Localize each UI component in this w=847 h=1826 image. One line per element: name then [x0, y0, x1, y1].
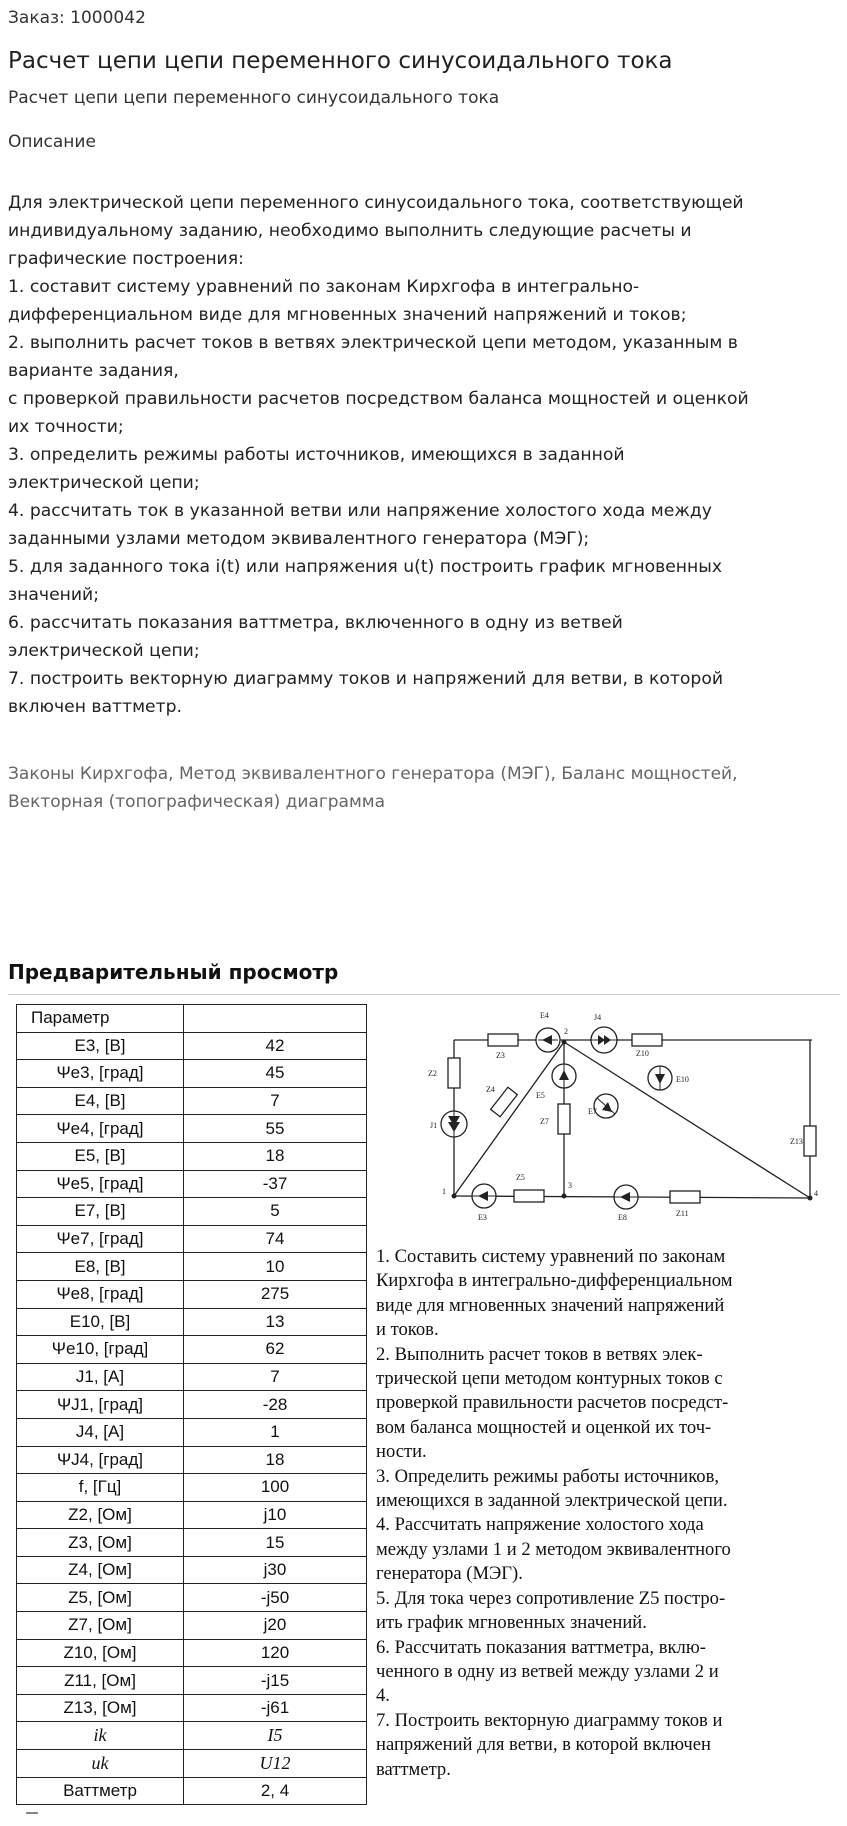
task-line: проверкой правильности расчетов посредст- [376, 1392, 729, 1414]
z13-resistor [804, 1126, 816, 1156]
param-name-cell: Z13, [Ом] [17, 1694, 184, 1722]
header-value [184, 1005, 367, 1033]
param-name-cell: Ваттметр [17, 1777, 184, 1805]
task-line: и токов. [376, 1319, 439, 1341]
param-value-cell: 10 [184, 1253, 367, 1281]
table-row [17, 1639, 367, 1667]
task-line: трической цепи методом контурных токов с [376, 1368, 723, 1390]
table-row [17, 1363, 367, 1391]
label-z3: Z3 [496, 1051, 505, 1060]
description-line: электрической цепи; [8, 641, 200, 661]
param-name-cell: Z5, [Ом] [17, 1584, 184, 1612]
task-line: Кирхгофа в интегрально-дифференциальном [376, 1270, 733, 1292]
z3-resistor [488, 1034, 518, 1046]
param-value-cell: j20 [184, 1612, 367, 1640]
table-row [17, 1667, 367, 1695]
task-line: между узлами 1 и 2 методом эквивалентного [376, 1538, 731, 1560]
description-line: Для электрической цепи переменного синусоидального тока, соответствующей [8, 193, 744, 213]
table-row [17, 1253, 367, 1281]
param-name-cell: f, [Гц] [17, 1474, 184, 1502]
table-row [17, 1198, 367, 1226]
table-row [17, 1418, 367, 1446]
scan-mark [26, 1812, 38, 1814]
param-name-cell: J4, [А] [17, 1418, 184, 1446]
param-value-cell: 74 [184, 1225, 367, 1253]
page-subtitle: Расчет цепи цепи переменного синусоидального тока [8, 88, 500, 108]
param-value-cell: 18 [184, 1142, 367, 1170]
param-name-cell: Ψe5, [град] [17, 1170, 184, 1198]
task-line: 4. [376, 1685, 390, 1707]
param-value-cell: j10 [184, 1501, 367, 1529]
task-line: 6. Рассчитать показания ваттметра, вклю- [376, 1636, 706, 1658]
label-z11: Z11 [676, 1209, 689, 1218]
table-row [17, 1032, 367, 1060]
table-row [17, 1529, 367, 1557]
table-header-row [17, 1005, 367, 1033]
table-row [17, 1446, 367, 1474]
z10-resistor [632, 1034, 662, 1046]
table-row [17, 1115, 367, 1143]
param-value-cell: -j50 [184, 1584, 367, 1612]
task-line: напряжений для ветви, в которой включен [376, 1734, 711, 1756]
param-value-cell: 120 [184, 1639, 367, 1667]
label-z5: Z5 [516, 1173, 525, 1182]
param-value-cell: -j61 [184, 1694, 367, 1722]
label-j1: J1 [430, 1121, 438, 1130]
param-name-cell: Ψe7, [град] [17, 1225, 184, 1253]
task-line: ить график мгновенных значений. [376, 1612, 647, 1634]
task-line: 2. Выполнить расчет токов в ветвях элек- [376, 1343, 703, 1365]
task-line: генератора (МЭГ). [376, 1563, 523, 1585]
label-node2: 2 [564, 1027, 568, 1036]
label-z2: Z2 [428, 1069, 437, 1078]
table-row [17, 1391, 367, 1419]
table-row [17, 1060, 367, 1088]
table-row [17, 1612, 367, 1640]
param-name-cell: Z11, [Ом] [17, 1667, 184, 1695]
description-line: 7. построить векторную диаграмму токов и напряжений для ветви, в которой [8, 669, 724, 689]
param-value-cell: 55 [184, 1115, 367, 1143]
param-name-cell: Z10, [Ом] [17, 1639, 184, 1667]
param-name-cell: Ψe4, [град] [17, 1115, 184, 1143]
param-name-cell: ΨJ4, [град] [17, 1446, 184, 1474]
param-value-cell: 7 [184, 1087, 367, 1115]
param-value-cell: I5 [184, 1722, 367, 1750]
task-line: ности. [376, 1441, 427, 1463]
task-line: ваттметр. [376, 1758, 451, 1780]
label-node3: 3 [568, 1181, 572, 1190]
description-line: с проверкой правильности расчетов посредством баланса мощностей и оценкой [8, 389, 749, 409]
param-value-cell: -28 [184, 1391, 367, 1419]
description-heading: Описание [8, 132, 96, 152]
param-value-cell: U12 [184, 1750, 367, 1778]
label-z10: Z10 [636, 1049, 649, 1058]
label-z7: Z7 [540, 1117, 549, 1126]
task-text [376, 1245, 832, 1782]
label-node1: 1 [442, 1187, 446, 1196]
tags [8, 760, 737, 816]
param-value-cell: 13 [184, 1308, 367, 1336]
param-value-cell: 2, 4 [184, 1777, 367, 1805]
tags-line: Законы Кирхгофа, Метод эквивалентного генератора (МЭГ), Баланс мощностей, [8, 764, 738, 784]
table-row [17, 1501, 367, 1529]
table-row [17, 1584, 367, 1612]
label-e5: E5 [536, 1091, 545, 1100]
param-name-cell: E3, [В] [17, 1032, 184, 1060]
param-value-cell: -37 [184, 1170, 367, 1198]
label-z4: Z4 [486, 1085, 495, 1094]
header-parameter: Параметр [17, 1005, 184, 1033]
description-line: графические построения: [8, 249, 244, 269]
task-line: ченного в одну из ветвей между узлами 2 и [376, 1660, 719, 1682]
label-e4: E4 [540, 1011, 549, 1020]
z5-resistor [514, 1190, 544, 1202]
description-line: индивидуальному заданию, необходимо выполнить следующие расчеты и [8, 221, 692, 241]
description-line: 6. рассчитать показания ваттметра, включенного в одну из ветвей [8, 613, 623, 633]
preview-heading: Предварительный просмотр [8, 960, 339, 984]
param-value-cell: 15 [184, 1529, 367, 1557]
param-value-cell: 18 [184, 1446, 367, 1474]
page-title: Расчет цепи цепи переменного синусоидального тока [8, 48, 673, 74]
param-name-cell: Ψe8, [град] [17, 1280, 184, 1308]
table-row [17, 1280, 367, 1308]
param-name-cell: Ψe3, [град] [17, 1060, 184, 1088]
table-row [17, 1336, 367, 1364]
label-j4: J4 [594, 1013, 602, 1022]
param-value-cell: 100 [184, 1474, 367, 1502]
task-line: 1. Составить систему уравнений по законам [376, 1246, 726, 1267]
z11-resistor [670, 1191, 700, 1203]
description-line: 2. выполнить расчет токов в ветвях электрической цепи методом, указанным в [8, 333, 738, 353]
param-value-cell: 1 [184, 1418, 367, 1446]
param-name-cell: ΨJ1, [град] [17, 1391, 184, 1419]
table-row [17, 1750, 367, 1778]
description-line: их точности; [8, 417, 124, 437]
param-value-cell: 62 [184, 1336, 367, 1364]
table-row [17, 1694, 367, 1722]
description-line: значений; [8, 585, 100, 605]
label-e3: E3 [478, 1213, 487, 1222]
preview-divider [8, 994, 840, 995]
description-line: 3. определить режимы работы источников, имеющихся в заданной [8, 445, 625, 465]
label-node4: 4 [814, 1189, 818, 1198]
param-value-cell: 275 [184, 1280, 367, 1308]
table-row [17, 1556, 367, 1584]
param-name-cell: uk [17, 1750, 184, 1778]
description-body [8, 189, 840, 721]
param-value-cell: 5 [184, 1198, 367, 1226]
param-name-cell: E10, [В] [17, 1308, 184, 1336]
param-value-cell: 42 [184, 1032, 367, 1060]
tags-line: Векторная (топографическая) диаграмма [8, 792, 386, 812]
param-value-cell: 7 [184, 1363, 367, 1391]
param-name-cell: Z3, [Ом] [17, 1529, 184, 1557]
table-row [17, 1087, 367, 1115]
label-e8: E8 [618, 1213, 627, 1222]
table-row [17, 1308, 367, 1336]
label-e7: E7 [588, 1107, 597, 1116]
description-line: 4. рассчитать ток в указанной ветви или напряжение холостого хода между [8, 501, 712, 521]
z2-resistor [448, 1058, 460, 1088]
table-row [17, 1225, 367, 1253]
label-z13: Z13 [790, 1137, 803, 1146]
task-line: 4. Рассчитать напряжение холостого хода [376, 1514, 704, 1536]
description-line: заданными узлами методом эквивалентного генератора (МЭГ); [8, 529, 590, 549]
table-row [17, 1722, 367, 1750]
task-line: 3. Определить режимы работы источников, [376, 1465, 720, 1487]
param-name-cell: Z7, [Ом] [17, 1612, 184, 1640]
order-number: Заказ: 1000042 [8, 8, 146, 28]
task-line: 7. Построить векторную диаграмму токов и [376, 1709, 723, 1731]
param-name-cell: Ψe10, [град] [17, 1336, 184, 1364]
param-name-cell: E4, [В] [17, 1087, 184, 1115]
z7-resistor [558, 1104, 570, 1134]
param-value-cell: j30 [184, 1556, 367, 1584]
param-value-cell: -j15 [184, 1667, 367, 1695]
task-line: виде для мгновенных значений напряжений [376, 1294, 725, 1316]
description-line: включен ваттметр. [8, 697, 183, 717]
label-e10: E10 [676, 1075, 689, 1084]
table-row [17, 1142, 367, 1170]
parameters-table [16, 1004, 367, 1805]
table-row [17, 1474, 367, 1502]
param-name-cell: E7, [В] [17, 1198, 184, 1226]
param-name-cell: Z2, [Ом] [17, 1501, 184, 1529]
table-row [17, 1777, 367, 1805]
table-row [17, 1170, 367, 1198]
task-line: имеющихся в заданной электрической цепи. [376, 1490, 728, 1512]
description-line: электрической цепи; [8, 473, 200, 493]
param-name-cell: Z4, [Ом] [17, 1556, 184, 1584]
task-line: 5. Для тока через сопротивление Z5 постро- [376, 1587, 726, 1609]
circuit-diagram [428, 1006, 818, 1238]
description-line: дифференциальном виде для мгновенных значений напряжений и токов; [8, 305, 687, 325]
param-name-cell: E8, [В] [17, 1253, 184, 1281]
description-line: 5. для заданного тока i(t) или напряжения u(t) построить график мгновенных [8, 557, 723, 577]
param-name-cell: E5, [В] [17, 1142, 184, 1170]
description-line: 1. составит систему уравнений по законам Кирхгофа в интегрально- [8, 277, 640, 297]
param-name-cell: J1, [А] [17, 1363, 184, 1391]
description-line: варианте задания, [8, 361, 179, 381]
task-line: вом баланса мощностей и оценкой их точ- [376, 1416, 712, 1438]
param-name-cell: ik [17, 1722, 184, 1750]
param-value-cell: 45 [184, 1060, 367, 1088]
